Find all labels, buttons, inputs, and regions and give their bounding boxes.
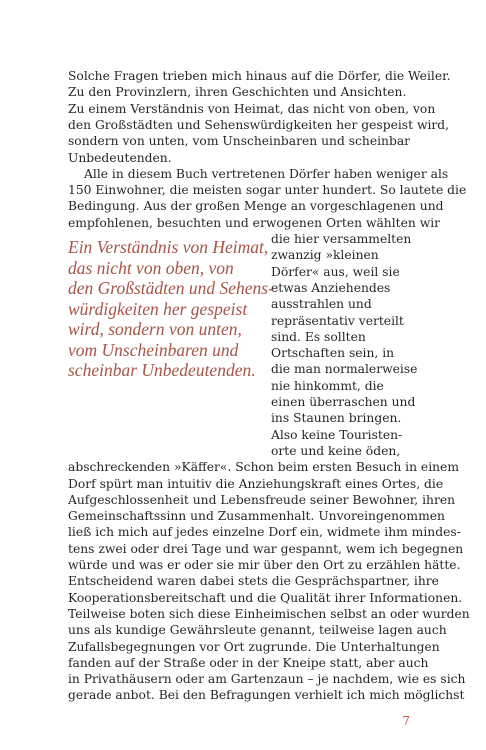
body-line-38: in Privathäusern oder am Gartenzaun – je nachdem, wie es sich	[68, 672, 466, 687]
pull-quote-line-6: vom Unscheinbaren und	[68, 339, 239, 360]
body-line-12: zwanzig »kleinen	[271, 248, 379, 263]
pull-quote-line-2: das nicht von oben, von	[68, 257, 234, 278]
body-line-13: Dörfer« aus, weil sie	[271, 264, 400, 279]
body-line-10: empfohlenen, besuchten und erwogenen Orten wählten wir	[68, 215, 441, 230]
body-line-8: 150 Einwohner, die meisten sogar unter hundert. So lautete die	[68, 183, 467, 198]
body-line-27: Aufgeschlossenheit und Lebensfreude seiner Bewohner, ihren	[68, 492, 456, 507]
body-line-9: Bedingung. Aus der großen Menge an vorgeschlagenen und	[68, 199, 444, 214]
body-line-33: Kooperationsbereitschaft und die Qualität ihrer Informationen.	[68, 590, 463, 605]
body-line-14: etwas Anziehendes	[271, 280, 391, 295]
body-line-39: gerade anbot. Bei den Befragungen verhielt ich mich möglichst	[68, 688, 465, 703]
body-line-16: repräsentativ verteilt	[271, 313, 404, 328]
pull-quote-line-7: scheinbar Unbedeutenden.	[68, 360, 256, 380]
body-line-15: ausstrahlen und	[271, 297, 372, 312]
body-line-34: Teilweise boten sich diese Einheimischen selbst an oder wurden	[68, 606, 470, 621]
body-line-20: nie hinkommt, die	[271, 378, 384, 393]
body-line-37: fanden auf der Straße oder in der Kneipe statt, aber auch	[68, 655, 429, 670]
body-line-35: uns als kundige Gewährsleute genannt, teilweise lagen auch	[68, 623, 447, 638]
pull-quote-line-5: wird, sondern von unten,	[68, 319, 242, 339]
body-line-22: ins Staunen bringen.	[271, 411, 402, 426]
body-line-26: Dorf spürt man intuitiv die Anziehungskraft eines Ortes, die	[68, 476, 444, 491]
body-line-30: tens zwei oder drei Tage und war gespannt, wem ich begegnen	[68, 541, 464, 556]
body-line-29: ließ ich mich auf jedes einzelne Dorf ein, widmete ihm mindes-	[68, 525, 461, 540]
body-line-23: Also keine Touristen-	[271, 427, 403, 442]
body-line-18: Ortschaften sein, in	[271, 346, 395, 361]
body-line-28: Gemeinschaftssinn und Zusammenhalt. Unvoreingenommen	[68, 509, 445, 524]
body-line-36: Zufallsbegegnungen vor Ort zugrunde. Die Unterhaltungen	[68, 639, 440, 654]
body-line-24: orte und keine öden,	[271, 443, 401, 458]
pull-quote-line-4: würdigkeiten her gespeist	[68, 298, 248, 319]
body-line-3: Zu einem Verständnis von Heimat, das nicht von oben, von	[68, 101, 436, 116]
pull-quote-line-1: Ein Verständnis von Heimat,	[68, 237, 269, 257]
pull-quote-line-3: den Großstädten und Sehens-	[68, 278, 274, 298]
body-line-17: sind. Es sollten	[271, 329, 366, 344]
body-line-5: sondern von unten, vom Unscheinbaren und scheinbar	[68, 134, 411, 149]
body-line-6: Unbedeutenden.	[68, 150, 172, 165]
body-line-25: abschreckenden »Käffer«. Schon beim ersten Besuch in einem	[68, 460, 459, 475]
page-number: 7	[402, 713, 410, 728]
body-line-2: Zu den Provinzlern, ihren Geschichten und Ansichten.	[68, 85, 407, 100]
body-line-21: einen überraschen und	[271, 395, 416, 409]
body-line-4: den Großstädten und Sehenswürdigkeiten her gespeist wird,	[68, 117, 450, 132]
body-line-1: Solche Fragen trieben mich hinaus auf die Dörfer, die Weiler.	[68, 69, 451, 83]
body-line-7: Alle in diesem Buch vertretenen Dörfer haben weniger als	[84, 166, 449, 181]
body-line-11: die hier versammelten	[271, 232, 412, 246]
body-line-19: die man normalerweise	[271, 362, 418, 377]
body-line-32: Entscheidend waren dabei stets die Gesprächspartner, ihre	[68, 574, 439, 589]
body-line-31: würde und was er oder sie mir über den Ort zu erzählen hätte.	[68, 558, 461, 572]
